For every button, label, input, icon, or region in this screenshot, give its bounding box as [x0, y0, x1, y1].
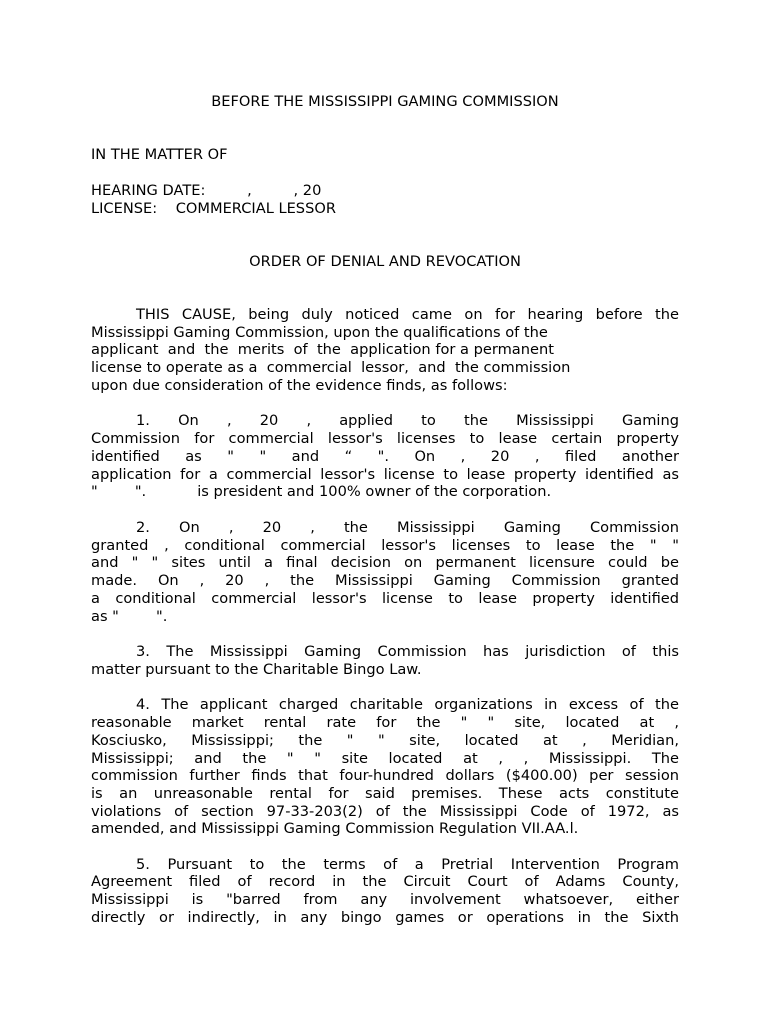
- paragraph-4-line: Kosciusko, Mississippi; the " " site, located at , Meridian,: [91, 732, 679, 749]
- paragraph-4-line: is an unreasonable rental for said premises. These acts constitute: [91, 785, 679, 802]
- paragraph-4-line: 4. The applicant charged charitable organizations in excess of the: [136, 696, 679, 713]
- intro-line: license to operate as a commercial lessor, and the commission: [91, 359, 571, 376]
- paragraph-1-line: 1. On , 20 , applied to the Mississippi Gaming: [136, 412, 679, 429]
- paragraph-4-line: reasonable market rental rate for the " " site, located at ,: [91, 714, 679, 731]
- paragraph-1-line: " ". is president and 100% owner of the corporation.: [91, 483, 552, 500]
- paragraph-4-line: commission further finds that four-hundred dollars ($400.00) per session: [91, 767, 679, 784]
- document-title: BEFORE THE MISSISSIPPI GAMING COMMISSION: [211, 93, 559, 110]
- paragraph-2-line: made. On , 20 , the Mississippi Gaming Commission granted: [91, 572, 679, 589]
- paragraph-4-line: violations of section 97-33-203(2) of the Mississippi Code of 1972, as: [91, 803, 679, 820]
- paragraph-4-line: Mississippi; and the " " site located at , , Mississippi. The: [91, 750, 679, 767]
- paragraph-5-line: Mississippi is "barred from any involvement whatsoever, either: [91, 891, 679, 908]
- paragraph-1-line: application for a commercial lessor's license to lease property identified as: [91, 466, 679, 483]
- paragraph-2-line: and " " sites until a final decision on permanent licensure could be: [91, 554, 679, 571]
- matter-heading: IN THE MATTER OF: [91, 146, 228, 163]
- intro-line: Mississippi Gaming Commission, upon the qualifications of the: [91, 324, 548, 341]
- order-title: ORDER OF DENIAL AND REVOCATION: [249, 253, 521, 270]
- paragraph-5-line: Agreement filed of record in the Circuit Court of Adams County,: [91, 873, 679, 890]
- paragraph-1-line: identified as " " and “ ". On , 20 , filed another: [91, 448, 679, 465]
- intro-line: upon due consideration of the evidence finds, as follows:: [91, 377, 508, 394]
- intro-line: THIS CAUSE, being duly noticed came on for hearing before the: [136, 306, 679, 323]
- paragraph-3-line: matter pursuant to the Charitable Bingo Law.: [91, 661, 422, 678]
- paragraph-5-line: directly or indirectly, in any bingo games or operations in the Sixth: [91, 909, 679, 926]
- paragraph-4-line: amended, and Mississippi Gaming Commission Regulation VII.AA.l.: [91, 820, 579, 837]
- paragraph-2-line: 2. On , 20 , the Mississippi Gaming Commission: [136, 519, 679, 536]
- paragraph-2-line: as " ".: [91, 608, 168, 625]
- paragraph-3-line: 3. The Mississippi Gaming Commission has jurisdiction of this: [136, 643, 679, 660]
- license-line: LICENSE: COMMERCIAL LESSOR: [91, 200, 336, 217]
- intro-line: applicant and the merits of the application for a permanent: [91, 341, 554, 358]
- paragraph-1-line: Commission for commercial lessor's licenses to lease certain property: [91, 430, 679, 447]
- paragraph-5-line: 5. Pursuant to the terms of a Pretrial Intervention Program: [136, 856, 679, 873]
- hearing-date-line: HEARING DATE: , , 20: [91, 182, 322, 199]
- paragraph-2-line: a conditional commercial lessor's license to lease property identified: [91, 590, 679, 607]
- paragraph-2-line: granted , conditional commercial lessor's licenses to lease the " ": [91, 537, 679, 554]
